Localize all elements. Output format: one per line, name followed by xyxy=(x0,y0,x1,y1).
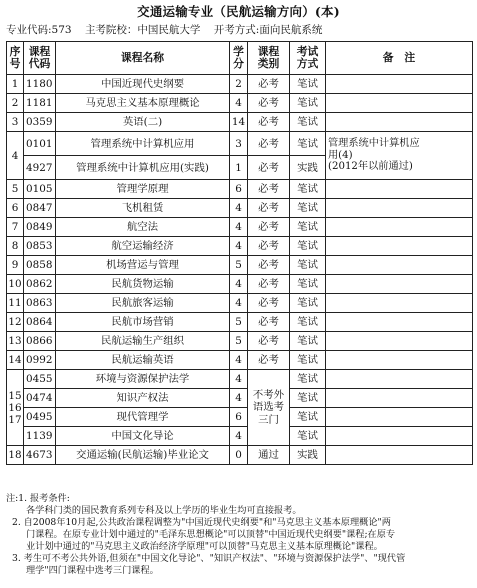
cell-remark xyxy=(326,180,473,199)
cell-name: 飞机租赁 xyxy=(56,199,230,218)
cell-exam: 实践 xyxy=(290,156,326,180)
cell-credit: 14 xyxy=(230,113,248,132)
table-row xyxy=(7,256,473,275)
cell-credit: 4 xyxy=(230,351,248,370)
cell-code: 0866 xyxy=(24,332,56,351)
cell-code: 0849 xyxy=(24,218,56,237)
cell-exam: 笔试 xyxy=(290,218,326,237)
table-row xyxy=(7,237,473,256)
note-3b: 理学"四门课程中选考三门课程。 xyxy=(26,565,159,576)
cell-seq: 9 xyxy=(7,256,24,275)
cell-code: 0992 xyxy=(24,351,56,370)
exam-school: 主考院校：中国民航大学 xyxy=(84,24,201,36)
table-row xyxy=(7,75,473,94)
cell-credit: 6 xyxy=(230,408,248,427)
course-table xyxy=(6,41,473,465)
cell-seq: 4 xyxy=(7,132,24,180)
cell-remark xyxy=(326,313,473,332)
cell-exam: 实践 xyxy=(290,446,326,465)
cell-name: 环境与资源保护法学 xyxy=(56,370,230,389)
cell-seq: 18 xyxy=(7,446,24,465)
cell-type: 通过 xyxy=(248,446,290,465)
cell-exam: 笔试 xyxy=(290,294,326,313)
note-2a: 2. 自2008年10月起,公共政治课程调整为"中国近现代史纲要"和"马克思主义基本原理概论"两 xyxy=(12,517,391,528)
cell-name: 民航运输英语 xyxy=(56,351,230,370)
cell-code: 4673 xyxy=(24,446,56,465)
table-row xyxy=(7,408,473,427)
note-3a: 3. 考生可不考公共外语,但须在"中国文化导论"、"知识产权法"、"环境与资源保护法学"、"现代管 xyxy=(12,553,406,564)
cell-type: 必考 xyxy=(248,156,290,180)
table-row xyxy=(7,132,473,156)
table-row xyxy=(7,113,473,132)
cell-code: 0862 xyxy=(24,275,56,294)
table-row xyxy=(7,275,473,294)
cell-name: 现代管理学 xyxy=(56,408,230,427)
cell-remark xyxy=(326,237,473,256)
cell-seq: 5 xyxy=(7,180,24,199)
table-row xyxy=(7,313,473,332)
cell-seq-elective: 15 16 17 xyxy=(7,370,24,446)
cell-name: 中国近现代史纲要 xyxy=(56,75,230,94)
cell-credit: 1 xyxy=(230,156,248,180)
cell-remark xyxy=(326,256,473,275)
cell-credit: 5 xyxy=(230,256,248,275)
cell-name: 管理系统中计算机应用(实践) xyxy=(56,156,230,180)
cell-exam: 笔试 xyxy=(290,351,326,370)
cell-exam: 笔试 xyxy=(290,75,326,94)
cell-type: 必考 xyxy=(248,332,290,351)
cell-name: 航空法 xyxy=(56,218,230,237)
cell-seq: 3 xyxy=(7,113,24,132)
cell-seq: 8 xyxy=(7,237,24,256)
cell-name: 民航旅客运输 xyxy=(56,294,230,313)
header-exam: 考试 方式 xyxy=(290,42,326,75)
cell-type: 必考 xyxy=(248,94,290,113)
cell-seq: 2 xyxy=(7,94,24,113)
cell-name: 航空运输经济 xyxy=(56,237,230,256)
table-row xyxy=(7,351,473,370)
cell-remark xyxy=(326,218,473,237)
cell-code: 0359 xyxy=(24,113,56,132)
cell-code: 0495 xyxy=(24,408,56,427)
cell-credit: 5 xyxy=(230,313,248,332)
table-row xyxy=(7,389,473,408)
cell-name: 民航市场营销 xyxy=(56,313,230,332)
cell-name: 交通运输(民航运输)毕业论文 xyxy=(56,446,230,465)
cell-type: 必考 xyxy=(248,256,290,275)
cell-seq: 12 xyxy=(7,313,24,332)
cell-exam: 笔试 xyxy=(290,237,326,256)
cell-credit: 4 xyxy=(230,389,248,408)
cell-type: 必考 xyxy=(248,218,290,237)
cell-type: 必考 xyxy=(248,180,290,199)
table-header-row xyxy=(7,42,473,75)
note-2c: 业计划中通过的"马克思主义政治经济学原理"可以顶替"马克思主义基本原理概论"课程。 xyxy=(26,541,383,552)
cell-exam: 笔试 xyxy=(290,389,326,408)
table-row xyxy=(7,332,473,351)
cell-code: 1180 xyxy=(24,75,56,94)
cell-type-elective: 不考外 语选考 三门 xyxy=(248,370,290,446)
header-type: 课程 类别 xyxy=(248,42,290,75)
cell-seq: 10 xyxy=(7,275,24,294)
table-row xyxy=(7,180,473,199)
cell-credit: 4 xyxy=(230,199,248,218)
cell-remark xyxy=(326,427,473,446)
cell-exam: 笔试 xyxy=(290,132,326,156)
cell-credit: 4 xyxy=(230,275,248,294)
cell-code: 0455 xyxy=(24,370,56,389)
cell-name: 民航运输生产组织 xyxy=(56,332,230,351)
cell-exam: 笔试 xyxy=(290,275,326,294)
cell-remark xyxy=(326,113,473,132)
table-row xyxy=(7,199,473,218)
cell-exam: 笔试 xyxy=(290,199,326,218)
table-row xyxy=(7,370,473,389)
cell-code: 1139 xyxy=(24,427,56,446)
cell-type: 必考 xyxy=(248,75,290,94)
cell-credit: 4 xyxy=(230,237,248,256)
note-2b: 门课程。在原专业计划中通过的"毛泽东思想概论"可以顶替"中国近现代史纲要"课程;在原专 xyxy=(26,529,396,540)
cell-credit: 3 xyxy=(230,132,248,156)
cell-remark: 管理系统中计算机应 用(4) (2012年以前通过) xyxy=(326,132,473,180)
cell-code: 0864 xyxy=(24,313,56,332)
cell-seq: 11 xyxy=(7,294,24,313)
cell-name: 知识产权法 xyxy=(56,389,230,408)
table-row xyxy=(7,427,473,446)
cell-type: 必考 xyxy=(248,351,290,370)
cell-seq: 6 xyxy=(7,199,24,218)
cell-exam: 笔试 xyxy=(290,180,326,199)
header-name: 课程名称 xyxy=(56,42,230,75)
header-remark: 备 注 xyxy=(326,42,473,75)
notes xyxy=(6,493,472,577)
cell-remark xyxy=(326,351,473,370)
cell-credit: 0 xyxy=(230,446,248,465)
cell-name: 管理系统中计算机应用 xyxy=(56,132,230,156)
cell-name: 机场营运与管理 xyxy=(56,256,230,275)
cell-credit: 4 xyxy=(230,370,248,389)
cell-type: 必考 xyxy=(248,199,290,218)
note-1: 各学科门类的国民教育系列专科及以上学历的毕业生均可直接报考。 xyxy=(26,505,302,516)
cell-remark xyxy=(326,408,473,427)
header-code: 课程 代码 xyxy=(24,42,56,75)
cell-exam: 笔试 xyxy=(290,94,326,113)
header-seq: 序 号 xyxy=(7,42,24,75)
major-info xyxy=(6,22,332,37)
cell-code: 0101 xyxy=(24,132,56,156)
table-row xyxy=(7,218,473,237)
cell-credit: 4 xyxy=(230,94,248,113)
cell-credit: 2 xyxy=(230,75,248,94)
cell-type: 必考 xyxy=(248,132,290,156)
header-credit: 学 分 xyxy=(230,42,248,75)
cell-type: 必考 xyxy=(248,294,290,313)
cell-exam: 笔试 xyxy=(290,427,326,446)
cell-remark xyxy=(326,446,473,465)
major-code: 专业代码:573 xyxy=(6,24,72,36)
cell-code: 0847 xyxy=(24,199,56,218)
cell-code: 0858 xyxy=(24,256,56,275)
cell-remark xyxy=(326,389,473,408)
cell-type: 必考 xyxy=(248,313,290,332)
cell-exam: 笔试 xyxy=(290,332,326,351)
cell-exam: 笔试 xyxy=(290,313,326,332)
cell-name: 马克思主义基本原理概论 xyxy=(56,94,230,113)
cell-remark xyxy=(326,294,473,313)
cell-code: 0863 xyxy=(24,294,56,313)
cell-credit: 4 xyxy=(230,427,248,446)
cell-remark xyxy=(326,370,473,389)
cell-type: 必考 xyxy=(248,237,290,256)
cell-code: 0853 xyxy=(24,237,56,256)
cell-remark xyxy=(326,75,473,94)
cell-credit: 4 xyxy=(230,294,248,313)
cell-type: 必考 xyxy=(248,275,290,294)
cell-code: 4927 xyxy=(24,156,56,180)
cell-remark xyxy=(326,94,473,113)
cell-remark xyxy=(326,275,473,294)
cell-seq: 7 xyxy=(7,218,24,237)
cell-credit: 4 xyxy=(230,218,248,237)
cell-exam: 笔试 xyxy=(290,256,326,275)
cell-type: 必考 xyxy=(248,113,290,132)
cell-code: 0105 xyxy=(24,180,56,199)
cell-credit: 6 xyxy=(230,180,248,199)
cell-seq: 1 xyxy=(7,75,24,94)
cell-name: 中国文化导论 xyxy=(56,427,230,446)
cell-credit: 5 xyxy=(230,332,248,351)
cell-code: 0474 xyxy=(24,389,56,408)
cell-name: 民航货物运输 xyxy=(56,275,230,294)
cell-name: 英语(二) xyxy=(56,113,230,132)
cell-exam: 笔试 xyxy=(290,408,326,427)
exam-mode: 开考方式:面向民航系统 xyxy=(213,24,323,36)
table-row xyxy=(7,94,473,113)
table-row xyxy=(7,294,473,313)
cell-exam: 笔试 xyxy=(290,370,326,389)
cell-name: 管理学原理 xyxy=(56,180,230,199)
cell-exam: 笔试 xyxy=(290,113,326,132)
note-label: 注:1. 报考条件: xyxy=(6,493,70,504)
cell-seq: 13 xyxy=(7,332,24,351)
table-row xyxy=(7,446,473,465)
cell-remark xyxy=(326,199,473,218)
cell-seq: 14 xyxy=(7,351,24,370)
cell-code: 1181 xyxy=(24,94,56,113)
cell-remark xyxy=(326,332,473,351)
page-title: 交通运输专业（民航运输方向）(本) xyxy=(137,4,340,19)
